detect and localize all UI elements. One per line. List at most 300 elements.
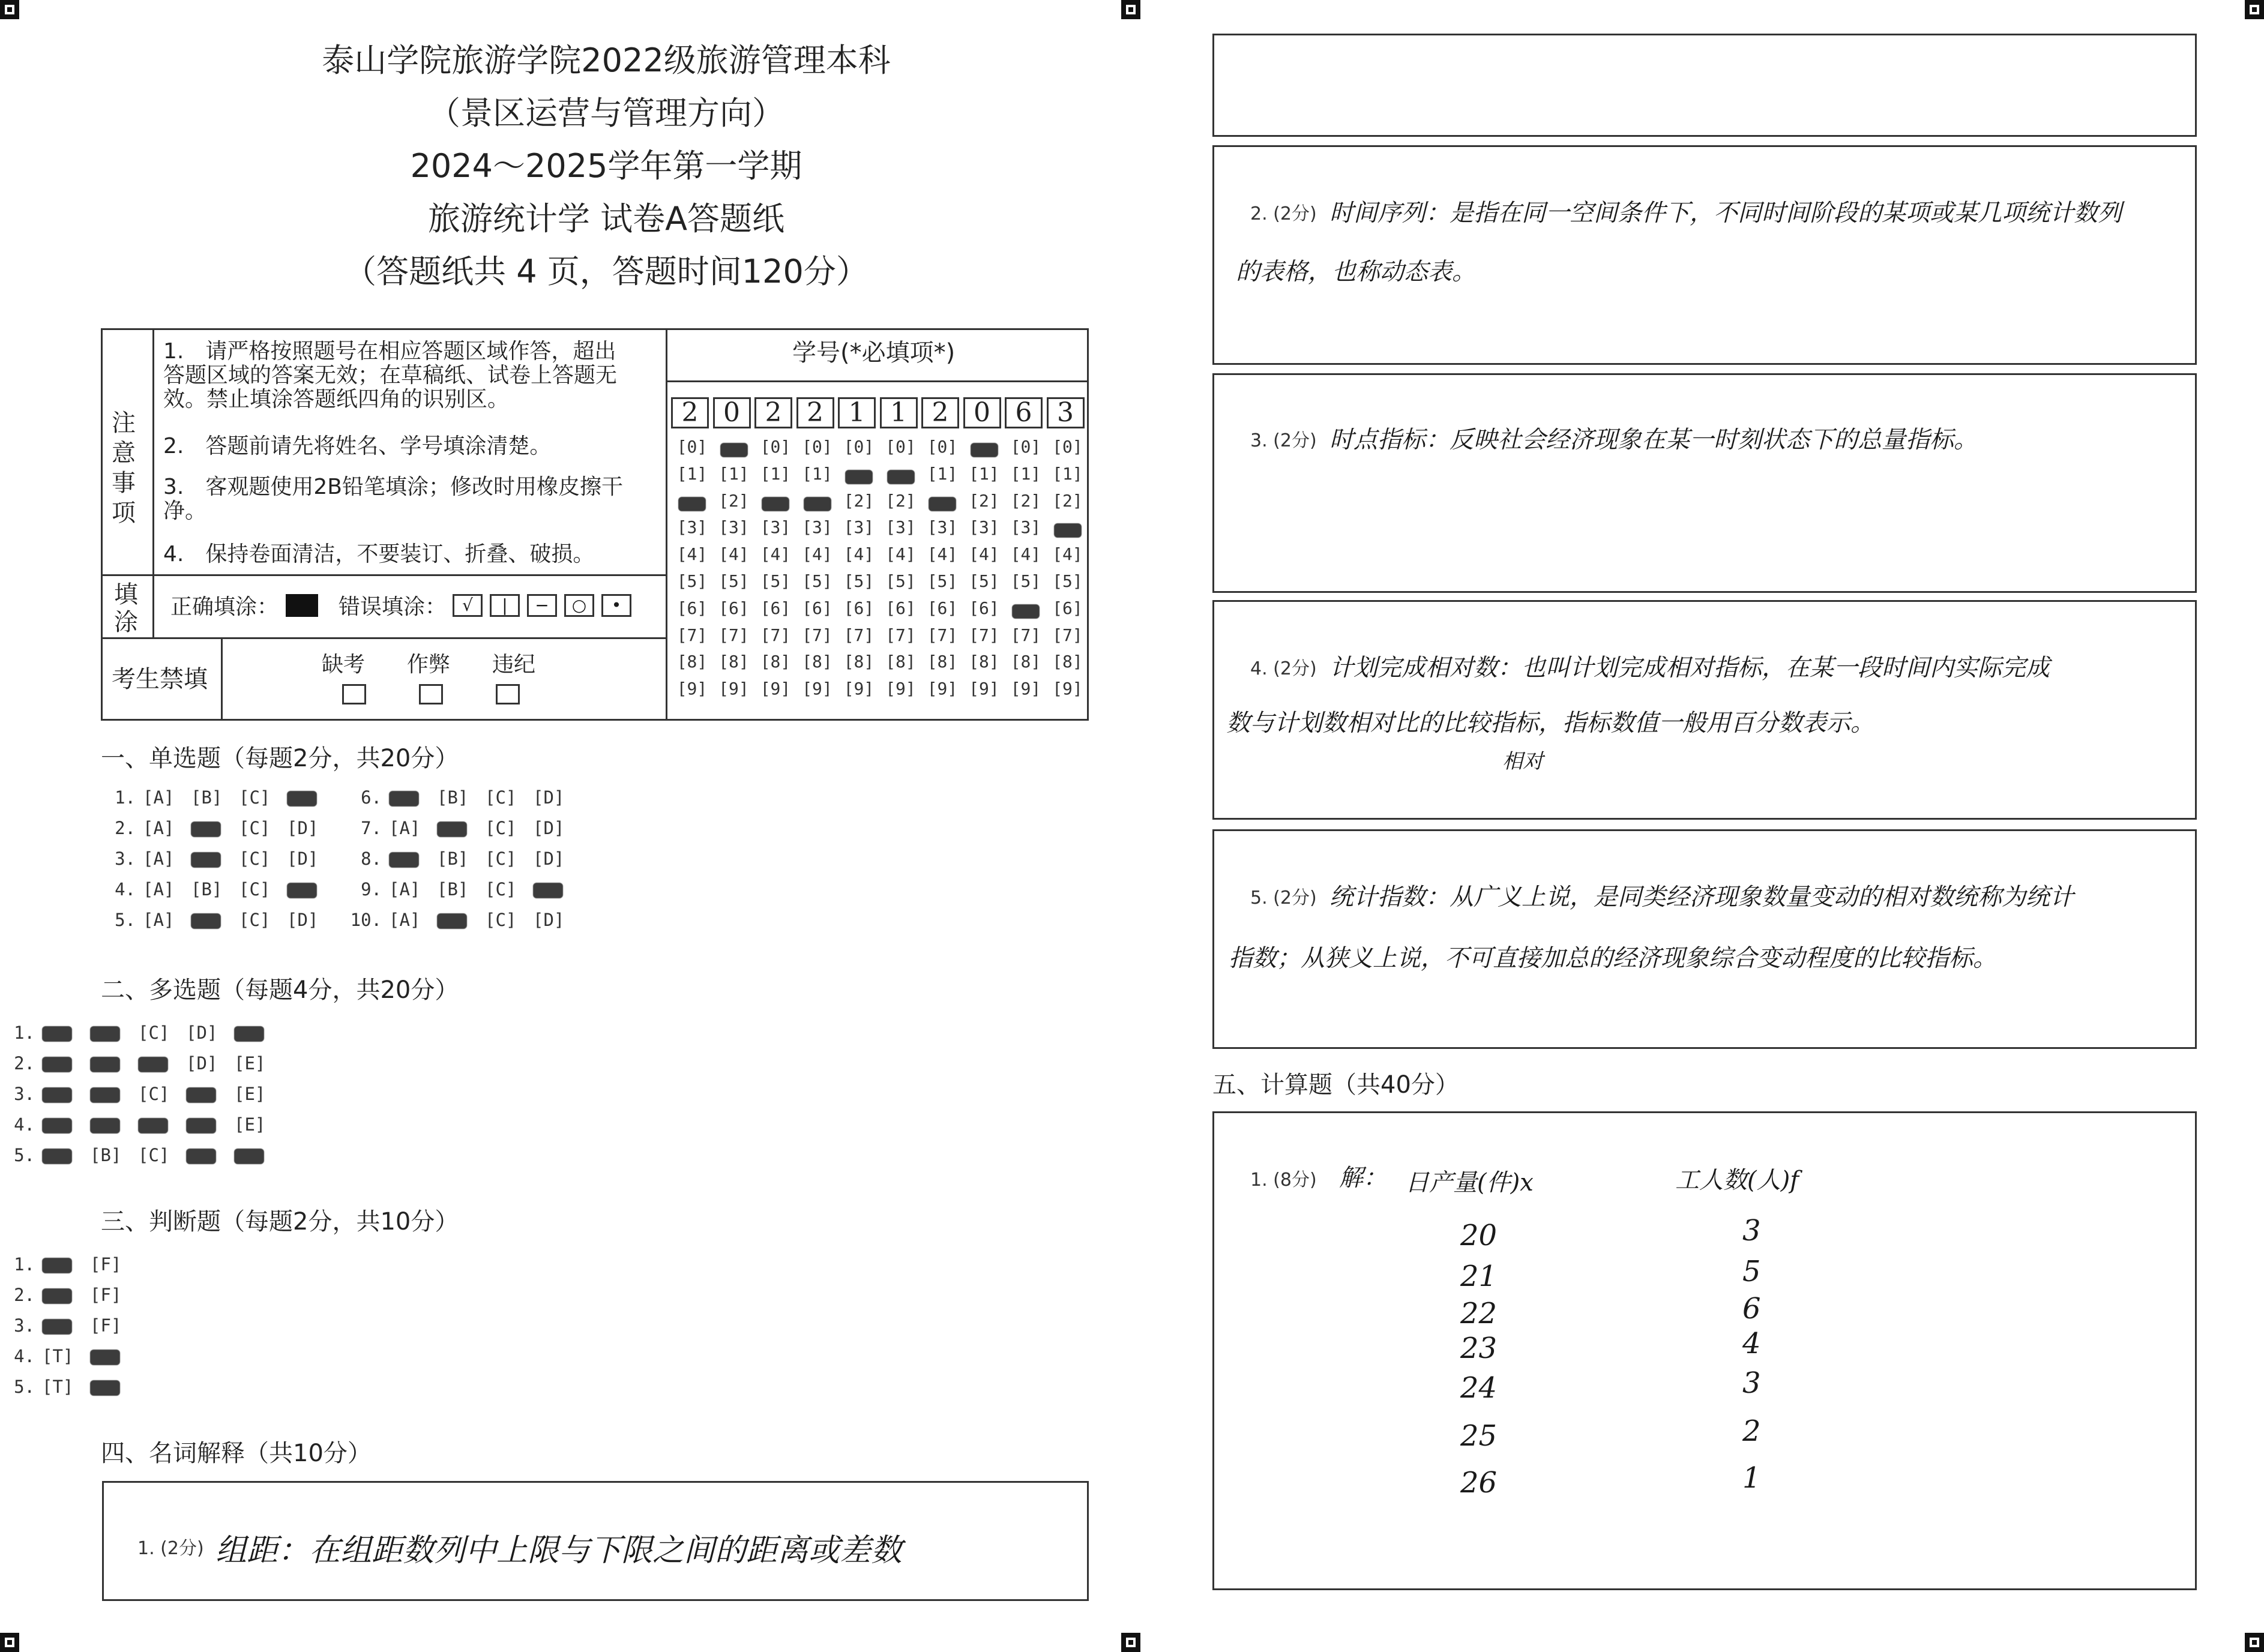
option-bubble-filled[interactable]: [90, 1084, 138, 1104]
answer-box-5-1[interactable]: [1212, 1111, 2197, 1590]
student-id-bubble[interactable]: [5]: [1010, 571, 1041, 591]
student-id-digit-box[interactable]: 3: [1047, 397, 1085, 428]
filled-mark: [186, 1087, 216, 1103]
prohibited-violation-checkbox[interactable]: [496, 684, 520, 704]
title-line-4: 旅游统计学 试卷A答题纸: [427, 200, 785, 238]
student-id-bubble[interactable]: [8]: [885, 652, 916, 672]
option-bubble-filled[interactable]: [437, 818, 485, 838]
option-bubble-filled[interactable]: [42, 1315, 90, 1336]
student-id-bubble[interactable]: [1]: [969, 463, 999, 484]
student-id-bubble[interactable]: [4]: [1010, 544, 1041, 565]
question-row[interactable]: [101, 787, 335, 808]
filled-mark: [90, 1118, 120, 1134]
filled-mark: [234, 1149, 264, 1164]
daily-output-value: 24: [1460, 1371, 1498, 1405]
option-bubble[interactable]: [C]: [138, 1023, 170, 1043]
question-row[interactable]: [347, 910, 581, 930]
workers-value: 1: [1742, 1461, 1761, 1495]
option-bubble-filled[interactable]: [42, 1084, 90, 1104]
student-id-bubble[interactable]: [0]: [927, 437, 958, 457]
title-line-1: 泰山学院旅游学院2022级旅游管理本科: [322, 41, 891, 79]
prohibited-label: 考生禁填: [112, 665, 208, 693]
student-id-digit-box[interactable]: 1: [880, 397, 918, 428]
student-id-bubble[interactable]: [5]: [843, 571, 875, 591]
filled-mark: [42, 1319, 72, 1335]
option-bubble-filled[interactable]: [42, 1145, 90, 1165]
handwritten-solve: 解：: [1339, 1164, 1387, 1192]
handwritten-answer-line-2: 数与计划数相对比的比较指标，指标数值一般用百分数表示。: [1226, 709, 1874, 737]
question-row[interactable]: [347, 818, 581, 838]
filled-mark: [138, 1118, 168, 1134]
option-bubble-filled[interactable]: [437, 910, 485, 930]
student-id-bubble-filled[interactable]: [720, 443, 748, 457]
question-number: 6.: [361, 787, 382, 808]
question-number: 2.: [115, 818, 136, 838]
student-id-bubble[interactable]: [5]: [885, 571, 916, 591]
question-row[interactable]: [347, 879, 581, 900]
student-id-bubble[interactable]: [9]: [885, 679, 916, 699]
option-bubble[interactable]: [T]: [42, 1377, 74, 1397]
option-bubble-filled[interactable]: [42, 1285, 90, 1305]
column-header-workers: 工人数(人)f: [1675, 1167, 1799, 1194]
prohibited-cheat-checkbox[interactable]: [419, 684, 443, 704]
option-bubble-filled[interactable]: [138, 1053, 186, 1074]
option-bubble[interactable]: [C]: [485, 818, 517, 838]
option-bubble[interactable]: [B]: [90, 1145, 122, 1165]
answer-box-4-2[interactable]: [1212, 145, 2197, 365]
student-id-bubble[interactable]: [3]: [927, 517, 958, 538]
student-id-bubble[interactable]: [9]: [802, 679, 832, 699]
filled-mark: [42, 1087, 72, 1103]
option-bubble[interactable]: [A]: [143, 879, 175, 900]
student-id-bubble-filled[interactable]: [762, 497, 789, 511]
option-bubble-filled[interactable]: [186, 1084, 234, 1104]
student-id-bubble[interactable]: [5]: [718, 571, 749, 591]
option-bubble[interactable]: [D]: [533, 849, 565, 869]
option-bubble[interactable]: [B]: [437, 879, 469, 900]
option-bubble[interactable]: [B]: [437, 849, 469, 869]
option-bubble-filled[interactable]: [191, 818, 239, 838]
question-number: 1.: [115, 787, 136, 808]
option-bubble[interactable]: [C]: [138, 1145, 170, 1165]
option-bubble[interactable]: [D]: [287, 910, 319, 930]
option-bubble-filled[interactable]: [191, 849, 239, 869]
filled-mark: [191, 913, 221, 929]
student-id-bubble[interactable]: [7]: [927, 625, 958, 645]
option-bubble[interactable]: [D]: [533, 910, 565, 930]
option-bubble[interactable]: [A]: [389, 879, 421, 900]
student-id-bubble[interactable]: [9]: [1052, 679, 1083, 699]
answer-box-4-3[interactable]: [1212, 373, 2197, 593]
option-bubble-filled[interactable]: [287, 787, 335, 808]
question-number: 1. (2分): [137, 1538, 204, 1559]
section1-title: 一、单选题（每题2分，共20分）: [101, 745, 459, 772]
student-id-bubble[interactable]: [1]: [1052, 463, 1083, 484]
option-bubble-filled[interactable]: [90, 1346, 138, 1366]
option-bubble[interactable]: [A]: [143, 818, 175, 838]
option-bubble-filled[interactable]: [42, 1114, 90, 1135]
question-row[interactable]: [0, 1145, 282, 1165]
filled-mark: [287, 883, 317, 898]
student-id-digit-box[interactable]: 2: [921, 397, 959, 428]
option-bubble-filled[interactable]: [42, 1254, 90, 1275]
student-id-bubble[interactable]: [0]: [885, 437, 916, 457]
section3-title: 三、判断题（每题2分，共10分）: [101, 1208, 459, 1236]
question-number: 8.: [361, 849, 382, 869]
student-id-bubble-filled[interactable]: [1012, 604, 1040, 619]
question-row[interactable]: [347, 787, 581, 808]
student-id-bubble[interactable]: [5]: [760, 571, 791, 591]
option-bubble-filled[interactable]: [90, 1023, 138, 1043]
question-number: 4. (2分): [1250, 658, 1317, 679]
student-id-bubble[interactable]: [1]: [676, 463, 708, 484]
daily-output-value: 26: [1460, 1466, 1498, 1500]
student-id-bubble[interactable]: [7]: [969, 625, 999, 645]
student-id-bubble[interactable]: [1]: [802, 463, 832, 484]
student-id-bubble[interactable]: [7]: [676, 625, 708, 645]
student-id-bubble[interactable]: [7]: [760, 625, 791, 645]
question-number: 3.: [14, 1084, 35, 1104]
student-id-bubble[interactable]: [8]: [927, 652, 958, 672]
fill-wrong-sample: √: [453, 594, 483, 617]
handwritten-answer: 时点指标：反映社会经济现象在某一时刻状态下的总量指标。: [1329, 426, 1978, 454]
option-bubble-filled[interactable]: [389, 787, 437, 808]
student-id-bubble[interactable]: [6]: [802, 598, 832, 618]
option-bubble[interactable]: [C]: [239, 787, 271, 808]
question-number: 7.: [361, 818, 382, 838]
filled-mark: [42, 1258, 72, 1273]
student-id-bubble[interactable]: [7]: [1010, 625, 1041, 645]
student-id-bubble[interactable]: [4]: [885, 544, 916, 565]
option-bubble-filled[interactable]: [533, 879, 581, 900]
student-id-bubble[interactable]: [4]: [969, 544, 999, 565]
student-id-bubble-filled[interactable]: [887, 470, 915, 484]
student-id-bubble[interactable]: [0]: [843, 437, 875, 457]
student-id-bubble[interactable]: [0]: [1052, 437, 1083, 457]
student-id-bubble[interactable]: [4]: [843, 544, 875, 565]
question-number: 4.: [14, 1114, 35, 1135]
section4-title: 四、名词解释（共10分）: [101, 1440, 372, 1467]
question-row[interactable]: [0, 1346, 138, 1366]
student-id-digit-box[interactable]: 2: [671, 397, 709, 428]
option-bubble[interactable]: [B]: [191, 787, 223, 808]
answer-box-blank-top[interactable]: [1212, 34, 2197, 137]
student-id-bubble[interactable]: [1]: [760, 463, 791, 484]
student-id-bubble[interactable]: [3]: [802, 517, 832, 538]
option-bubble[interactable]: [B]: [191, 879, 223, 900]
handwritten-note: 相对: [1502, 749, 1543, 773]
student-id-bubble-filled[interactable]: [804, 497, 831, 511]
student-id-bubble[interactable]: [1]: [927, 463, 958, 484]
option-bubble[interactable]: [F]: [90, 1285, 122, 1305]
option-bubble[interactable]: [C]: [239, 910, 271, 930]
option-bubble-filled[interactable]: [90, 1053, 138, 1074]
student-id-bubble[interactable]: [3]: [676, 517, 708, 538]
title-line-5: （答题纸共 4 页，答题时间120分）: [344, 253, 869, 290]
option-bubble[interactable]: [T]: [42, 1346, 74, 1366]
student-id-bubble[interactable]: [2]: [969, 490, 999, 511]
student-id-bubble-filled[interactable]: [845, 470, 873, 484]
student-id-bubble[interactable]: [5]: [927, 571, 958, 591]
student-id-bubble[interactable]: [5]: [969, 571, 999, 591]
question-number: 1.: [14, 1023, 35, 1043]
student-id-bubble[interactable]: [0]: [802, 437, 832, 457]
student-id-bubble[interactable]: [7]: [843, 625, 875, 645]
option-bubble[interactable]: [A]: [143, 910, 175, 930]
student-id-bubble[interactable]: [3]: [885, 517, 916, 538]
student-id-bubble[interactable]: [2]: [718, 490, 749, 511]
student-id-bubble[interactable]: [6]: [885, 598, 916, 618]
student-id-bubble[interactable]: [8]: [676, 652, 708, 672]
question-number: 4.: [14, 1346, 35, 1366]
student-id-bubble[interactable]: [0]: [676, 437, 708, 457]
student-id-bubble[interactable]: [4]: [676, 544, 708, 565]
workers-value: 5: [1742, 1255, 1761, 1288]
fill-correct-sample: [286, 594, 318, 617]
student-id-bubble[interactable]: [9]: [676, 679, 708, 699]
daily-output-value: 25: [1460, 1419, 1498, 1453]
filled-mark: [186, 1149, 216, 1164]
student-id-bubble[interactable]: [6]: [760, 598, 791, 618]
question-number: 2. (2分): [1250, 203, 1317, 224]
option-bubble[interactable]: [C]: [485, 879, 517, 900]
student-id-bubble[interactable]: [0]: [760, 437, 791, 457]
question-row[interactable]: [101, 879, 335, 900]
filled-mark: [191, 821, 221, 837]
student-id-bubble-filled[interactable]: [929, 497, 956, 511]
student-id-bubble[interactable]: [9]: [927, 679, 958, 699]
student-id-bubble[interactable]: [6]: [718, 598, 749, 618]
student-id-bubble[interactable]: [7]: [718, 625, 749, 645]
filled-mark: [42, 1118, 72, 1134]
student-id-bubble[interactable]: [9]: [969, 679, 999, 699]
section2-title: 二、多选题（每题4分，共20分）: [101, 976, 459, 1004]
option-bubble-filled[interactable]: [42, 1023, 90, 1043]
prohibited-absent-checkbox[interactable]: [342, 684, 366, 704]
student-id-bubble[interactable]: [4]: [760, 544, 791, 565]
question-row[interactable]: [0, 1285, 138, 1305]
filled-mark: [42, 1288, 72, 1304]
section5-title: 五、计算题（共40分）: [1212, 1071, 1459, 1099]
student-id-bubble[interactable]: [9]: [718, 679, 749, 699]
student-id-bubble[interactable]: [8]: [1052, 652, 1083, 672]
student-id-digit-box[interactable]: 2: [754, 397, 792, 428]
option-bubble[interactable]: [C]: [485, 849, 517, 869]
filled-mark: [389, 852, 419, 868]
title-line-3: 2024～2025学年第一学期: [410, 147, 802, 185]
option-bubble[interactable]: [F]: [90, 1254, 122, 1275]
student-id-bubble[interactable]: [8]: [802, 652, 832, 672]
student-id-bubble[interactable]: [6]: [1052, 598, 1083, 618]
option-bubble-filled[interactable]: [234, 1023, 282, 1043]
question-number: 1. (8分): [1250, 1170, 1317, 1191]
answer-box-4-1[interactable]: [102, 1481, 1089, 1601]
prohibited-violation-label: 违纪: [492, 652, 536, 677]
student-id-bubble[interactable]: [6]: [927, 598, 958, 618]
filled-mark: [389, 791, 419, 806]
option-bubble[interactable]: [A]: [143, 849, 175, 869]
question-number: 4.: [115, 879, 136, 900]
option-bubble[interactable]: [D]: [186, 1053, 218, 1074]
student-id-bubble[interactable]: [4]: [1052, 544, 1083, 565]
handwritten-answer-line-2: 的表格，也称动态表。: [1236, 258, 1476, 286]
option-bubble-filled[interactable]: [90, 1114, 138, 1135]
option-bubble-filled[interactable]: [186, 1145, 234, 1165]
student-id-bubble[interactable]: [5]: [676, 571, 708, 591]
option-bubble[interactable]: [D]: [287, 818, 319, 838]
option-bubble[interactable]: [D]: [533, 818, 565, 838]
workers-value: 4: [1742, 1327, 1761, 1360]
option-bubble[interactable]: [A]: [389, 818, 421, 838]
student-id-bubble[interactable]: [8]: [760, 652, 791, 672]
filled-mark: [191, 852, 221, 868]
student-id-bubble[interactable]: [1]: [1010, 463, 1041, 484]
option-bubble-filled[interactable]: [234, 1145, 282, 1165]
student-id-bubble[interactable]: [7]: [802, 625, 832, 645]
student-id-bubble-filled[interactable]: [971, 443, 998, 457]
option-bubble[interactable]: [F]: [90, 1315, 122, 1336]
option-bubble[interactable]: [C]: [239, 818, 271, 838]
student-id-bubble[interactable]: [8]: [718, 652, 749, 672]
student-id-bubble[interactable]: [2]: [885, 490, 916, 511]
answer-box-4-4[interactable]: [1212, 600, 2197, 820]
option-bubble[interactable]: [C]: [239, 849, 271, 869]
question-row[interactable]: [101, 910, 335, 930]
student-id-bubble[interactable]: [1]: [718, 463, 749, 484]
question-number: 5.: [115, 910, 136, 930]
option-bubble-filled[interactable]: [191, 910, 239, 930]
student-id-bubble[interactable]: [5]: [802, 571, 832, 591]
prohibited-cheat-label: 作弊: [407, 652, 451, 677]
student-id-digit-box[interactable]: 0: [963, 397, 1001, 428]
option-bubble[interactable]: [D]: [533, 787, 565, 808]
handwritten-answer-line-1: 计划完成相对数：也叫计划完成相对指标，在某一段时间内实际完成: [1329, 654, 2050, 682]
student-id-bubble-filled[interactable]: [1054, 523, 1082, 538]
filled-mark: [287, 791, 317, 806]
student-id-bubble[interactable]: [8]: [1010, 652, 1041, 672]
option-bubble[interactable]: [A]: [389, 910, 421, 930]
filled-mark: [90, 1026, 120, 1042]
student-id-bubble[interactable]: [8]: [843, 652, 875, 672]
student-id-bubble[interactable]: [7]: [1052, 625, 1083, 645]
question-number: 3.: [14, 1315, 35, 1336]
fill-correct-label: 正确填涂：: [170, 595, 279, 619]
option-bubble-filled[interactable]: [287, 879, 335, 900]
student-id-bubble[interactable]: [4]: [802, 544, 832, 565]
question-row[interactable]: [0, 1023, 282, 1043]
option-bubble[interactable]: [D]: [287, 849, 319, 869]
student-id-bubble[interactable]: [5]: [1052, 571, 1083, 591]
student-id-bubble[interactable]: [3]: [760, 517, 791, 538]
student-id-bubble-filled[interactable]: [678, 497, 706, 511]
filled-mark: [90, 1087, 120, 1103]
student-id-bubble[interactable]: [6]: [969, 598, 999, 618]
question-row[interactable]: [0, 1377, 138, 1397]
corner-marker-top-right: [2245, 0, 2264, 19]
fill-wrong-sample: ○: [564, 594, 594, 617]
question-row[interactable]: [0, 1053, 282, 1074]
question-number: 3. (2分): [1250, 430, 1317, 451]
question-row[interactable]: [347, 849, 581, 869]
student-id-bubble[interactable]: [9]: [843, 679, 875, 699]
question-number: 5. (2分): [1250, 888, 1317, 909]
question-row[interactable]: [0, 1254, 138, 1275]
option-bubble[interactable]: [C]: [485, 910, 517, 930]
fill-wrong-sample: •: [601, 594, 631, 617]
option-bubble[interactable]: [C]: [485, 787, 517, 808]
notice-item-4: 4. 保持卷面清洁，不要装订、折叠、破损。: [163, 542, 595, 566]
handwritten-answer: 组距：在组距数列中上限与下限之间的距离或差数: [215, 1533, 903, 1569]
student-id-bubble[interactable]: [2]: [1010, 490, 1041, 511]
option-bubble[interactable]: [E]: [234, 1053, 266, 1074]
question-row[interactable]: [0, 1114, 282, 1135]
student-id-bubble[interactable]: [3]: [1010, 517, 1041, 538]
student-id-bubble[interactable]: [4]: [718, 544, 749, 565]
student-id-bubble[interactable]: [6]: [676, 598, 708, 618]
student-id-bubble[interactable]: [4]: [927, 544, 958, 565]
question-row[interactable]: [0, 1084, 282, 1104]
question-row[interactable]: [0, 1315, 138, 1336]
student-id-bubble[interactable]: [9]: [1010, 679, 1041, 699]
title-line-2: （景区运营与管理方向）: [428, 94, 784, 132]
student-id-digit-box[interactable]: 6: [1005, 397, 1043, 428]
student-id-bubble[interactable]: [2]: [1052, 490, 1083, 511]
corner-marker-bottom-right: [2245, 1633, 2264, 1652]
filled-mark: [42, 1149, 72, 1164]
student-id-bubble[interactable]: [7]: [885, 625, 916, 645]
filled-mark: [42, 1026, 72, 1042]
option-bubble[interactable]: [E]: [234, 1084, 266, 1104]
student-id-bubble[interactable]: [8]: [969, 652, 999, 672]
option-bubble-filled[interactable]: [138, 1114, 186, 1135]
option-bubble[interactable]: [A]: [143, 787, 175, 808]
student-id-bubble[interactable]: [3]: [718, 517, 749, 538]
handwritten-answer-line-1: 时间序列：是指在同一空间条件下，不同时间阶段的某项或某几项统计数列: [1329, 199, 2122, 227]
option-bubble-filled[interactable]: [90, 1377, 138, 1397]
student-id-digit-box[interactable]: 0: [713, 397, 751, 428]
student-id-bubble[interactable]: [9]: [760, 679, 791, 699]
student-id-digit-box[interactable]: 2: [796, 397, 834, 428]
option-bubble[interactable]: [C]: [138, 1084, 170, 1104]
option-bubble[interactable]: [D]: [186, 1023, 218, 1043]
fill-label: 填涂: [114, 581, 138, 636]
question-row[interactable]: [101, 818, 335, 838]
filled-mark: [234, 1026, 264, 1042]
option-bubble[interactable]: [B]: [437, 787, 469, 808]
column-header-daily-output: 日产量(件)x: [1405, 1169, 1534, 1197]
option-bubble[interactable]: [E]: [234, 1114, 266, 1135]
notice-item-2: 2. 答题前请先将姓名、学号填涂清楚。: [163, 434, 552, 458]
student-id-bubble[interactable]: [2]: [843, 490, 875, 511]
handwritten-answer-line-1: 统计指数：从广义上说，是同类经济现象数量变动的相对数统称为统计: [1329, 883, 2074, 911]
option-bubble-filled[interactable]: [186, 1114, 234, 1135]
student-id-bubble[interactable]: [0]: [1010, 437, 1041, 457]
student-id-bubble[interactable]: [3]: [843, 517, 875, 538]
fill-wrong-label: 错误填涂：: [339, 595, 447, 619]
student-id-bubble[interactable]: [3]: [969, 517, 999, 538]
filled-mark: [90, 1350, 120, 1365]
notice-item-1: 1. 请严格按照题号在相应答题区域作答，超出答题区域的答案无效；在草稿纸、试卷上答题无效。禁止填涂答题纸四角的识别区。: [163, 339, 618, 412]
filled-mark: [138, 1057, 168, 1072]
option-bubble-filled[interactable]: [389, 849, 437, 869]
option-bubble[interactable]: [C]: [239, 879, 271, 900]
student-id-digit-box[interactable]: 1: [838, 397, 876, 428]
question-row[interactable]: [101, 849, 335, 869]
answer-box-4-5[interactable]: [1212, 829, 2197, 1049]
question-number: 10.: [350, 910, 382, 930]
student-id-bubble[interactable]: [6]: [843, 598, 875, 618]
option-bubble-filled[interactable]: [42, 1053, 90, 1074]
